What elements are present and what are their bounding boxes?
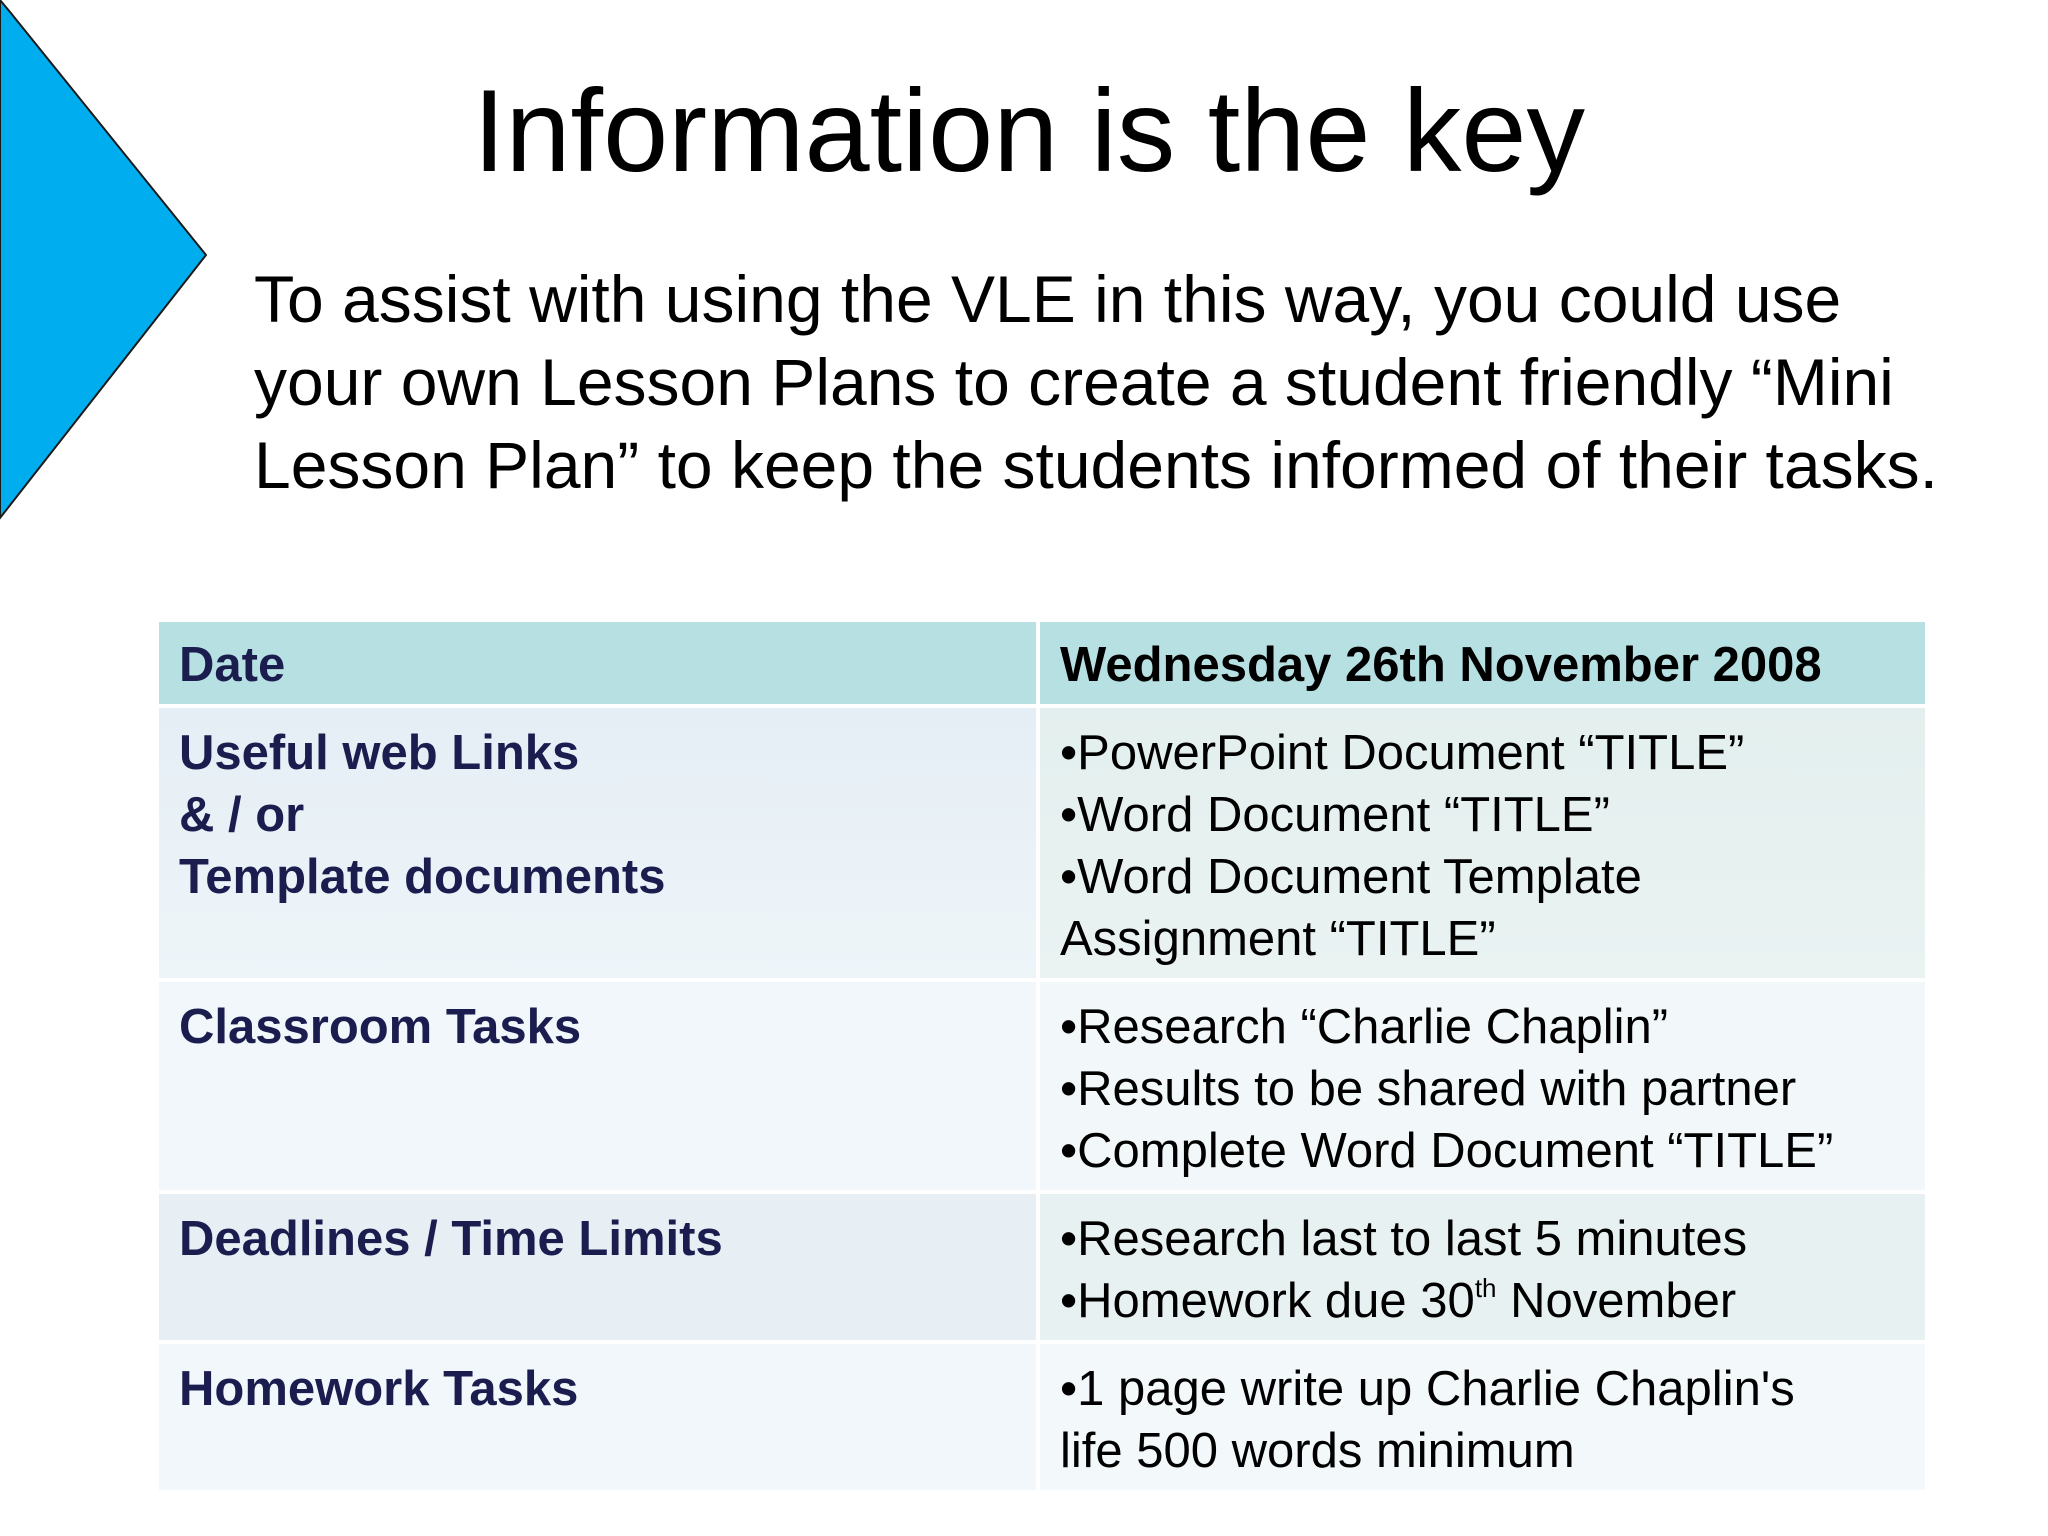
links-label-line: & / or <box>179 788 305 842</box>
list-item: •Word Document “TITLE” <box>1060 788 1610 842</box>
deadlines-label: Deadlines / Time Limits <box>159 1194 1036 1340</box>
list-item: •Complete Word Document “TITLE” <box>1060 1124 1834 1178</box>
list-item: •Research last to last 5 minutes <box>1060 1212 1748 1266</box>
intro-line: Lesson Plan” to keep the students informed of their tasks. <box>254 428 1938 502</box>
list-item: •PowerPoint Document “TITLE” <box>1060 726 1745 780</box>
table-row-homework <box>159 1344 1925 1490</box>
list-item: •Word Document Template <box>1060 850 1642 904</box>
links-label-line: Useful web Links <box>179 726 580 780</box>
classroom-label: Classroom Tasks <box>159 982 1036 1190</box>
homework-due-text: •Homework due 30 <box>1060 1274 1475 1328</box>
homework-label: Homework Tasks <box>159 1344 1036 1490</box>
links-list <box>1040 708 1925 978</box>
list-item: •1 page write up Charlie Chaplin's <box>1060 1362 1795 1416</box>
links-label <box>159 708 1036 978</box>
list-item: Assignment “TITLE” <box>1060 912 1496 966</box>
mini-lesson-plan-table <box>155 618 1929 1494</box>
list-item <box>1060 1270 1907 1332</box>
date-label: Date <box>159 622 1036 704</box>
list-item: •Research “Charlie Chaplin” <box>1060 1000 1669 1054</box>
table-row-date <box>159 622 1925 704</box>
homework-due-month: November <box>1496 1274 1737 1328</box>
links-label-line: Template documents <box>179 850 666 904</box>
slide-title: Information is the key <box>472 65 1585 196</box>
table-row-classroom <box>159 982 1925 1190</box>
intro-paragraph <box>254 258 2034 507</box>
intro-line: your own Lesson Plans to create a student friendly “Mini <box>254 345 1894 419</box>
date-value: Wednesday 26th November 2008 <box>1040 622 1925 704</box>
list-item: •Results to be shared with partner <box>1060 1062 1797 1116</box>
classroom-list <box>1040 982 1925 1190</box>
list-item: life 500 words minimum <box>1060 1424 1575 1478</box>
table-row-links <box>159 708 1925 978</box>
homework-list <box>1040 1344 1925 1490</box>
intro-line: To assist with using the VLE in this way, you could use <box>254 262 1842 336</box>
deadlines-list <box>1040 1194 1925 1340</box>
table-row-deadlines <box>159 1194 1925 1340</box>
ordinal-suffix: th <box>1474 1273 1497 1303</box>
